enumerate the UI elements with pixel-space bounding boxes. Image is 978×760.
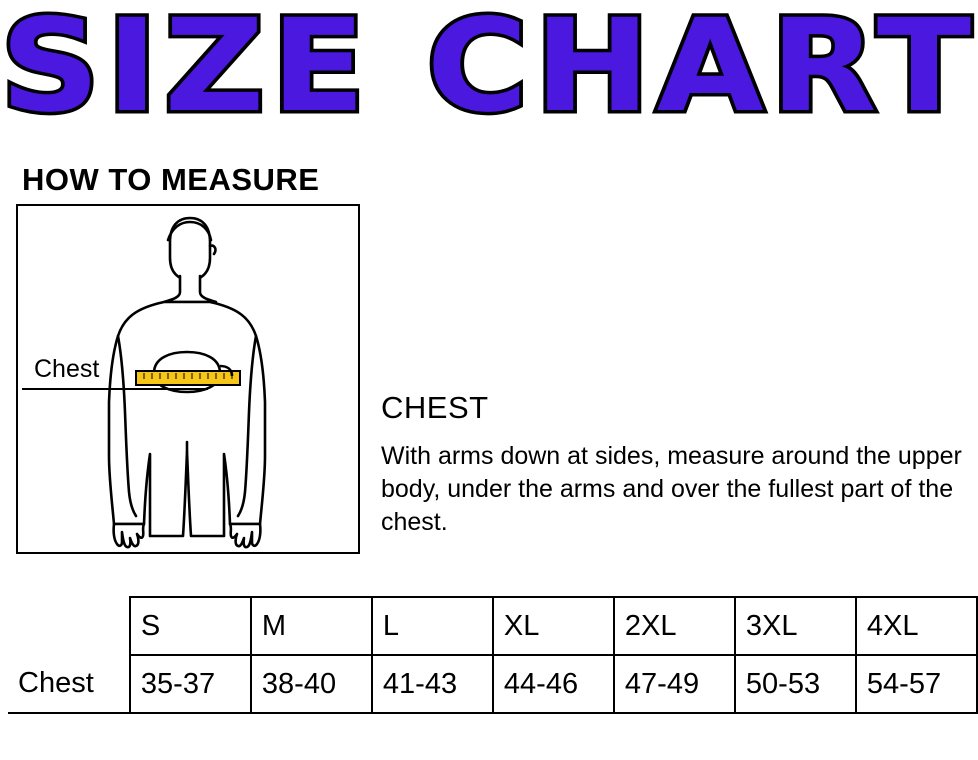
table-cell: 50-53 (735, 655, 856, 713)
size-table (8, 596, 978, 714)
table-header-cell: 2XL (614, 597, 735, 655)
table-header-cell: M (251, 597, 372, 655)
table-cell: 44-46 (493, 655, 614, 713)
how-to-measure-heading: HOW TO MEASURE (22, 162, 320, 197)
table-row (8, 655, 977, 713)
chest-description-heading: CHEST (381, 390, 489, 425)
table-corner-cell (8, 597, 130, 655)
chest-leader-line (22, 388, 208, 390)
chest-description (381, 390, 971, 539)
table-header-row (8, 597, 977, 655)
table-header-cell: S (130, 597, 251, 655)
table-cell: 47-49 (614, 655, 735, 713)
table-cell: 35-37 (130, 655, 251, 713)
table-cell: 41-43 (372, 655, 493, 713)
table-row-label: Chest (8, 655, 130, 713)
page-title: SIZE CHART (0, 0, 978, 141)
chest-figure-label: Chest (34, 355, 100, 383)
table-cell: 54-57 (856, 655, 977, 713)
page-title-banner (0, 0, 978, 150)
table-header-cell: 3XL (735, 597, 856, 655)
chest-description-body: With arms down at sides, measure around the upper body, under the arms and over the fullest part of the chest. (381, 442, 962, 536)
table-cell: 38-40 (251, 655, 372, 713)
table-header-cell: L (372, 597, 493, 655)
table-header-cell: XL (493, 597, 614, 655)
table-header-cell: 4XL (856, 597, 977, 655)
